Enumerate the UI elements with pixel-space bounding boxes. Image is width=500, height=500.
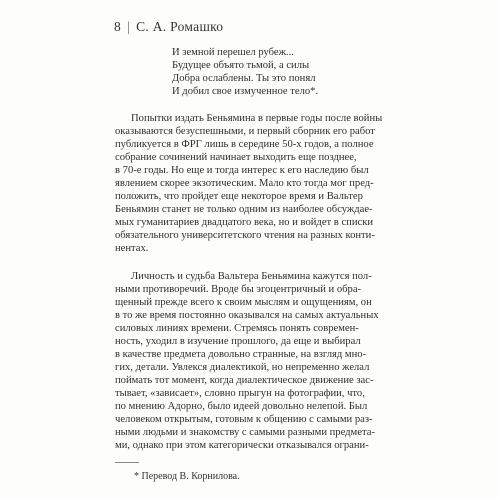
text-line: Личность и судьба Вальтера Беньямина кажутся пол-: [131, 271, 372, 282]
text-line: положить, что пройдет еще некоторое время и Вальтер: [115, 191, 363, 202]
text-line: человеком открытым, готовым к общению с самыми раз-: [115, 414, 373, 425]
text-line: в качестве предмета довольно странные, на взгляд мно-: [115, 349, 367, 360]
poem-line: Будущее объято тьмой, а силы: [172, 60, 310, 71]
text-line: ми, однако при этом категорически отказывался ограни-: [115, 440, 369, 451]
text-line: по мнению Адорно, было идеей довольно нелепой. Был: [115, 401, 368, 412]
running-head-separator: |: [127, 19, 131, 34]
text-line: публикуется в ФРГ лишь в середине 50-х годов, а полное: [115, 139, 374, 150]
text-line: Попытки издать Беньямина в первые годы после войны: [131, 113, 383, 124]
text-line: оказываются безуспешными, и первый сборник его работ: [115, 126, 375, 137]
text-line: щенный прежде всего к своим мыслям и ощущениям, он: [115, 297, 372, 308]
text-line: силовых линиях времени. Стремясь понять современ-: [115, 323, 359, 334]
text-line: Беньямин станет не только одним из наиболее обсуждае-: [115, 204, 373, 215]
text-line: ными противоречий. Вроде бы эгоцентричный и обра-: [115, 284, 362, 295]
poem-line: И добил свое измученное тело*.: [172, 86, 319, 97]
page-number: 8: [114, 19, 122, 34]
running-head: [114, 19, 223, 35]
text-line: гих, детали. Увлекся диалектикой, но непременно желал: [115, 362, 370, 373]
text-line: явлением скорее экзотическим. Мало кто тогда мог пред-: [115, 178, 374, 189]
text-line: в то же время постоянно оказывался на самых актуальных: [115, 310, 379, 321]
running-head-author: С. А. Ромашко: [136, 19, 224, 34]
text-line: собрание сочинений начинает выходить еще позднее,: [115, 152, 357, 163]
text-line: мых гуманитариев двадцатого века, но и войдет в списки: [115, 217, 374, 228]
text-line: в 70-е годы. Но еще и тогда интерес к его наследию был: [115, 165, 369, 176]
text-line: ными людьми и знакомству с самыми разными предмета-: [115, 427, 375, 438]
text-line: нентах.: [115, 243, 149, 254]
text-line: ность, уходил в изучение прошлого, да еще и выбирал: [115, 336, 361, 347]
poem-line: Добра ослаблены. Ты это понял: [172, 73, 316, 84]
poem-line: И земной перешел рубеж...: [172, 47, 294, 58]
text-line: поймать тот момент, когда диалектическое движение зас-: [115, 375, 374, 386]
footnote: * Перевод В. Корнилова.: [134, 471, 240, 482]
text-line: обязательного университетского чтения на разных конти-: [115, 230, 375, 241]
footnote-divider: [115, 462, 139, 463]
text-line: тывает, «зависает», словно прыгун на фотографии, что,: [115, 388, 365, 399]
